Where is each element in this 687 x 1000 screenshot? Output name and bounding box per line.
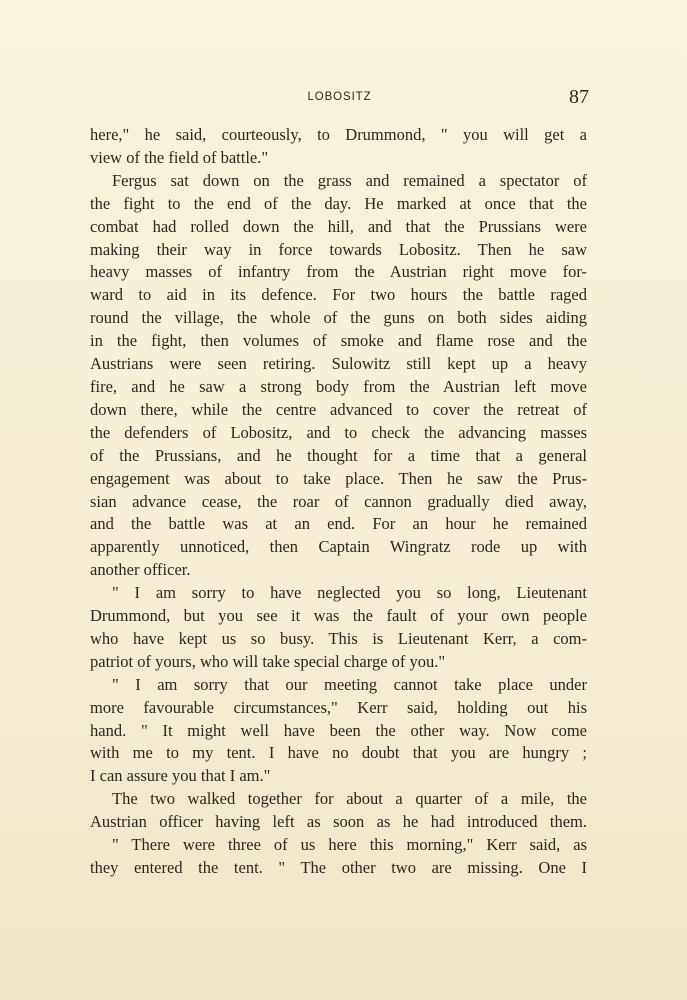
text-line: down there, while the centre advanced to cover the retreat of [90, 399, 587, 419]
text-line: Austrians were seen retiring. Sulowitz still kept up a heavy [90, 354, 587, 374]
text-line: combat had rolled down the hill, and that the Prussians were [90, 216, 587, 236]
text-line: patriot of yours, who will take special charge of you." [90, 651, 446, 671]
text-line: another officer. [90, 560, 191, 580]
text-line: " I am sorry to have neglected you so long, Lieutenant [112, 583, 587, 603]
text-line: more favourable circumstances," Kerr said, holding out his [90, 697, 587, 717]
text-line: The two walked together for about a quarter of a mile, the [112, 789, 587, 809]
text-line: Austrian officer having left as soon as he had introduced them. [90, 812, 587, 832]
text-line: sian advance cease, the roar of cannon gradually died away, [90, 491, 587, 511]
running-head [90, 88, 589, 110]
text-line: I can assure you that I am." [90, 766, 271, 786]
text-line: with me to my tent. I have no doubt that you are hungry ; [90, 743, 587, 763]
text-line: they entered the tent. " The other two are missing. One I [90, 858, 587, 877]
running-title: LOBOSITZ [307, 91, 372, 103]
text-line: here," he said, courteously, to Drummond, " you will get a [90, 125, 587, 144]
text-line: fire, and he saw a strong body from the Austrian left move [90, 376, 587, 396]
text-line: round the village, the whole of the guns on both sides aiding [90, 308, 587, 328]
text-line: engagement was about to take place. Then he saw the Prus- [90, 468, 587, 488]
text-line: the fight to the end of the day. He marked at once that the [90, 193, 587, 213]
text-line: hand. " It might well have been the other way. Now come [90, 720, 587, 740]
text-line: in the fight, then volumes of smoke and flame rose and the [90, 331, 587, 351]
text-line: Drummond, but you see it was the fault of your own people [90, 606, 587, 626]
text-line: view of the field of battle." [90, 147, 269, 167]
text-line: " I am sorry that our meeting cannot take place under [112, 674, 587, 694]
text-line: of the Prussians, and he thought for a time that a general [90, 445, 587, 465]
text-line: " There were three of us here this morning," Kerr said, as [112, 835, 587, 855]
text-line: apparently unnoticed, then Captain Wingratz rode up with [90, 537, 587, 557]
text-line: ward to aid in its defence. For two hours the battle raged [90, 285, 587, 305]
text-line: making their way in force towards Lobositz. Then he saw [90, 239, 587, 259]
text-line: Fergus sat down on the grass and remained a spectator of [112, 170, 587, 190]
body-text [90, 124, 587, 880]
page-number: 87 [569, 86, 589, 108]
text-line: heavy masses of infantry from the Austrian right move for- [90, 262, 587, 282]
text-line: who have kept us so busy. This is Lieutenant Kerr, a com- [90, 628, 587, 648]
text-line: and the battle was at an end. For an hour he remained [90, 514, 587, 534]
text-line: the defenders of Lobositz, and to check the advancing masses [90, 422, 587, 442]
